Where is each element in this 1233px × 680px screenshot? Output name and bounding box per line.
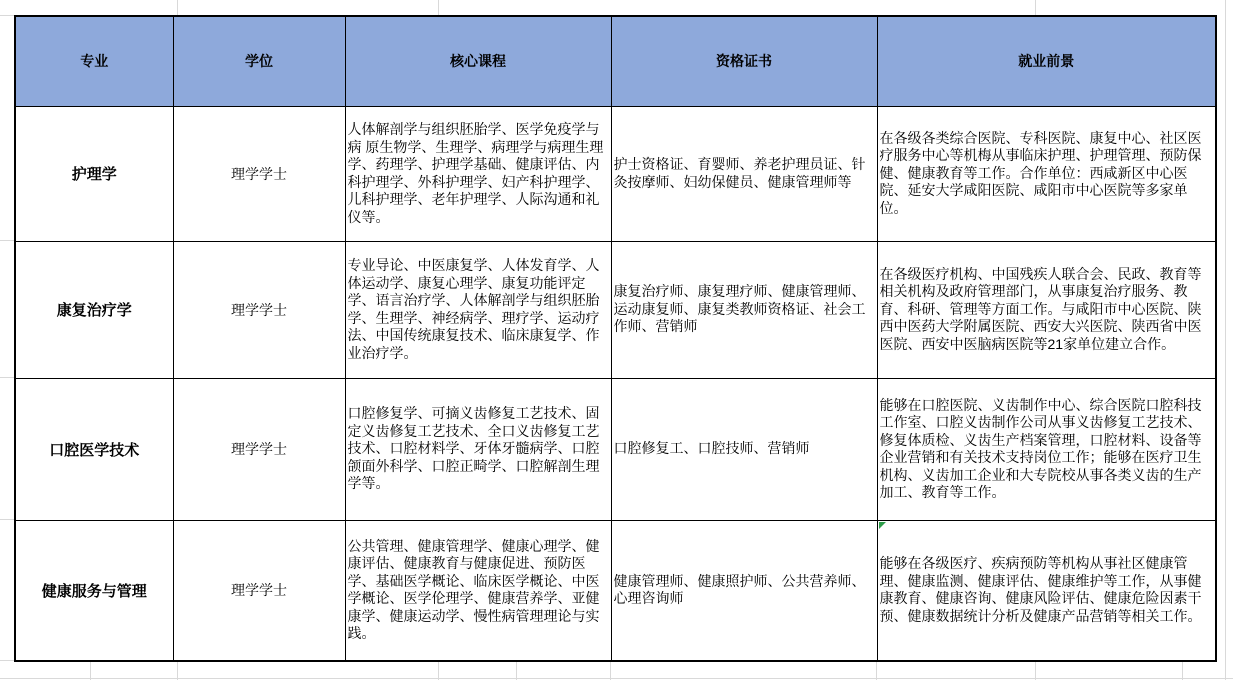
cell-certificates-health-management[interactable]: 健康管理师、健康照护师、公共营养师、心理咨询师	[611, 520, 877, 661]
cell-courses-health-management[interactable]: 公共管理、健康管理学、健康心理学、健康评估、健康教育与健康促进、预防医学、基础医学概论、临床医学概论、中医学概论、医学伦理学、健康营养学、亚健康学、健康运动学、慢性病管理理论与实践。	[345, 520, 611, 661]
header-row	[15, 16, 1216, 106]
gridline	[0, 15, 14, 16]
gridline	[177, 660, 178, 680]
gridline	[90, 660, 91, 680]
header-degree[interactable]: 学位	[173, 16, 345, 106]
gridline	[516, 660, 517, 680]
gridline	[1225, 0, 1226, 680]
cell-prospects-dental-tech[interactable]: 能够在口腔医院、义齿制作中心、综合医院口腔科技工作室、口腔义齿制作公司从事义齿修复工艺技术、修复体质检、义齿生产档案管理，口腔材料、设备等企业营销和有关技术支持岗位工作；能够在医疗卫生机构、义齿加工企业和大专院校从事各类义齿的生产加工、教育等工作。	[877, 378, 1216, 520]
gridline	[0, 519, 14, 520]
cell-degree-rehabilitation[interactable]: 理学学士	[173, 241, 345, 378]
gridline	[438, 660, 439, 680]
header-core-courses[interactable]: 核心课程	[345, 16, 611, 106]
table-row-rehabilitation	[15, 241, 1216, 378]
table-row-nursing	[15, 106, 1216, 241]
cell-courses-rehabilitation[interactable]: 专业导论、中医康复学、人体发育学、人体运动学、康复心理学、康复功能评定学、语言治疗学、人体解剖学与组织胚胎学、生理学、神经病学、理疗学、运动疗法、中国传统康复技术、临床康复学、作业治疗学。	[345, 241, 611, 378]
cell-major-nursing[interactable]: 护理学	[15, 106, 173, 241]
cell-degree-nursing[interactable]: 理学学士	[173, 106, 345, 241]
cell-courses-dental-tech[interactable]: 口腔修复学、可摘义齿修复工艺技术、固定义齿修复工艺技术、全口义齿修复工艺技术、口腔材料学、牙体牙髓病学、口腔颌面外科学、口腔正畸学、口腔解剖生理学等。	[345, 378, 611, 520]
cell-major-health-management[interactable]: 健康服务与管理	[15, 520, 173, 661]
table-row-health-management	[15, 520, 1216, 661]
gridline	[0, 660, 14, 661]
cell-courses-nursing[interactable]: 人体解剖学与组织胚胎学、医学免疫学与病 原生物学、生理学、病理学与病理生理学、药理学、护理学基础、健康评估、内科护理学、外科护理学、妇产科护理学、儿科护理学、老年护理学、人际沟通和礼仪等。	[345, 106, 611, 241]
gridline	[1182, 660, 1183, 680]
cell-prospects-text: 能够在各级医疗、疾病预防等机构从事社区健康管理、健康监测、健康评估、健康维护等工作，从事健康教育、健康咨询、健康风险评估、健康危险因素干预、健康数据统计分析及健康产品营销等相关工作。	[879, 555, 1202, 624]
gridline	[1035, 0, 1036, 15]
cell-certificates-rehabilitation[interactable]: 康复治疗师、康复理疗师、健康管理师、运动康复师、康复类教师资格证、社会工作师、营销师	[611, 241, 877, 378]
cell-prospects-nursing[interactable]: 在各级各类综合医院、专科医院、康复中心、社区医疗服务中心等机梅从事临床护理、护理管理、预防保健、健康教育等工作。合作单位：西咸新区中心医院、延安大学咸阳医院、咸阳市中心医院等多家单位。	[877, 106, 1216, 241]
gridline	[0, 240, 14, 241]
cell-prospects-health-management[interactable]	[877, 520, 1216, 661]
header-certificates[interactable]: 资格证书	[611, 16, 877, 106]
gridline	[1035, 660, 1036, 680]
program-table	[14, 15, 1217, 662]
cell-degree-health-management[interactable]: 理学学士	[173, 520, 345, 661]
gridline	[177, 0, 178, 15]
cell-major-rehabilitation[interactable]: 康复治疗学	[15, 241, 173, 378]
gridline	[438, 0, 439, 15]
header-major[interactable]: 专业	[15, 16, 173, 106]
cell-error-indicator-icon	[879, 522, 886, 529]
gridline	[0, 678, 1233, 679]
cell-certificates-dental-tech[interactable]: 口腔修复工、口腔技师、营销师	[611, 378, 877, 520]
cell-major-dental-tech[interactable]: 口腔医学技术	[15, 378, 173, 520]
header-prospects[interactable]: 就业前景	[877, 16, 1216, 106]
cell-prospects-rehabilitation[interactable]: 在各级医疗机构、中国残疾人联合会、民政、教育等相关机构及政府管理部门，从事康复治疗服务、教育、科研、管理等方面工作。与咸阳市中心医院、陕西中医药大学附属医院、西安大兴医院、陕西省中医医院、西安中医脑病医院等21家单位建立合作。	[877, 241, 1216, 378]
gridline	[876, 660, 877, 680]
table-row-dental-tech	[15, 378, 1216, 520]
gridline	[0, 377, 14, 378]
gridline	[610, 660, 611, 680]
cell-degree-dental-tech[interactable]: 理学学士	[173, 378, 345, 520]
cell-certificates-nursing[interactable]: 护士资格证、育婴师、养老护理员证、针灸按摩师、妇幼保健员、健康管理师等	[611, 106, 877, 241]
